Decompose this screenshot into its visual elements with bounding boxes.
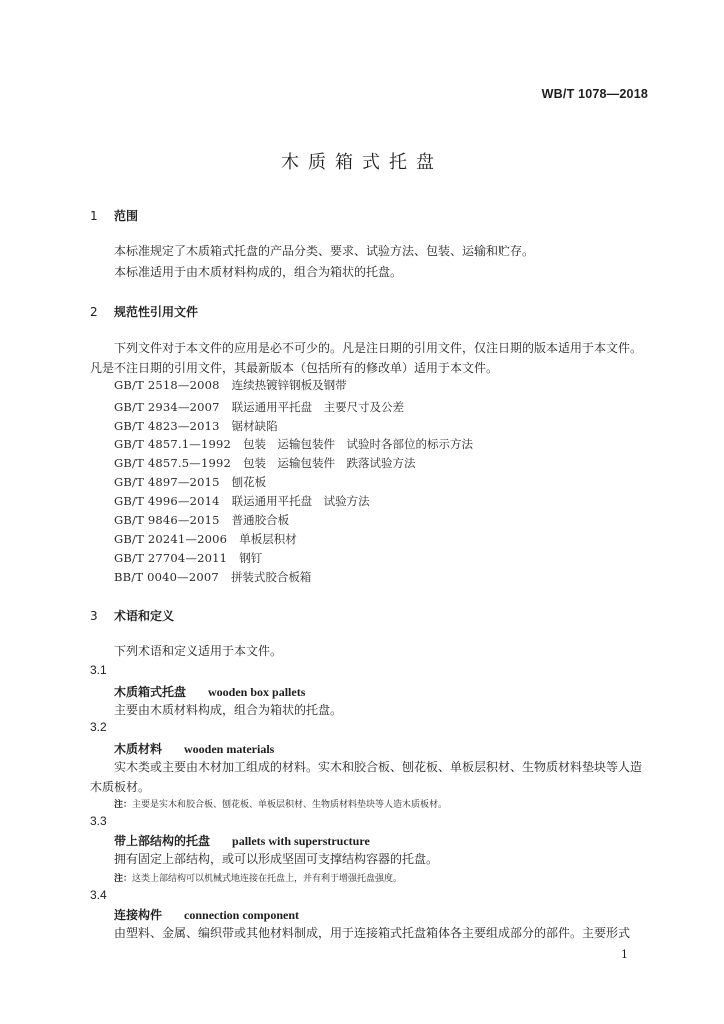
reference-code: GB/T 4823—2013 xyxy=(114,419,220,433)
term-zh: 木质材料 xyxy=(114,742,163,756)
reference-code: GB/T 20241—2006 xyxy=(114,532,228,546)
reference-item xyxy=(114,455,416,471)
section-3-heading xyxy=(90,607,174,624)
term-number: 3.2 xyxy=(90,720,107,734)
reference-item xyxy=(114,512,289,528)
term-note xyxy=(114,871,402,884)
term-number: 3.4 xyxy=(90,888,107,902)
reference-code: GB/T 9846—2015 xyxy=(114,513,220,527)
standard-code: WB/T 1078—2018 xyxy=(541,87,648,101)
section-title: 范围 xyxy=(114,209,139,223)
section-2-heading xyxy=(90,303,198,320)
section-title: 规范性引用文件 xyxy=(114,305,199,319)
term-number: 3.3 xyxy=(90,814,107,828)
reference-code: BB/T 0040—2007 xyxy=(114,570,219,584)
term-en: connection component xyxy=(184,908,300,922)
term-zh: 连接构件 xyxy=(114,908,163,922)
term-en: wooden materials xyxy=(184,742,275,756)
reference-title: 包装 运输包装件 跌落试验方法 xyxy=(243,456,416,470)
reference-code: GB/T 27704—2011 xyxy=(114,551,228,565)
section-number: 3 xyxy=(90,609,98,623)
reference-code: GB/T 4996—2014 xyxy=(114,494,220,508)
note-label: 注： xyxy=(114,874,133,884)
note-text: 主要是实木和胶合板、刨花板、单板层积材、生物质材料垫块等人造木质板材。 xyxy=(132,800,448,810)
reference-title: 锯材缺陷 xyxy=(231,419,278,433)
reference-title: 钢钉 xyxy=(239,551,263,565)
paragraph: 本标准规定了木质箱式托盘的产品分类、要求、试验方法、包装、运输和贮存。 xyxy=(114,244,535,258)
paragraph: 本标准适用于由木质材料构成的，组合为箱状的托盘。 xyxy=(114,265,403,279)
reference-title: 刨花板 xyxy=(231,475,267,489)
reference-item xyxy=(114,436,473,452)
reference-title: 单板层积材 xyxy=(239,532,297,546)
reference-code: GB/T 4857.5—1992 xyxy=(114,456,232,470)
term-en: wooden box pallets xyxy=(208,685,306,699)
section-1-heading xyxy=(90,207,138,224)
reference-title: 包装 运输包装件 试验时各部位的标示方法 xyxy=(243,437,474,451)
section-number: 2 xyxy=(90,305,98,319)
reference-title: 拼装式胶合板箱 xyxy=(230,570,312,584)
reference-item xyxy=(114,474,266,490)
reference-item xyxy=(114,550,262,566)
reference-code: GB/T 2934—2007 xyxy=(114,400,220,414)
term-heading xyxy=(114,832,370,849)
section-title: 术语和定义 xyxy=(114,609,175,623)
reference-item xyxy=(114,493,370,509)
reference-title: 联运通用平托盘 主要尺寸及公差 xyxy=(231,400,405,414)
term-en: pallets with superstructure xyxy=(232,834,370,848)
reference-title: 普通胶合板 xyxy=(231,513,290,527)
term-definition: 主要由木质材料构成，组合为箱状的托盘。 xyxy=(114,703,343,717)
term-zh: 带上部结构的托盘 xyxy=(114,834,211,848)
reference-item xyxy=(114,399,404,415)
note-text: 这类上部结构可以机械式地连接在托盘上，并有利于增强托盘强度。 xyxy=(132,874,403,884)
paragraph: 下列术语和定义适用于本文件。 xyxy=(114,644,283,658)
term-definition: 实木类或主要由木材加工组成的材料。实木和胶合板、刨花板、单板层积材、生物质材料垫块等人造木质板材。 xyxy=(90,760,643,794)
term-heading xyxy=(114,906,299,923)
term-note xyxy=(114,797,447,810)
reference-item xyxy=(114,569,311,585)
reference-item xyxy=(114,531,297,547)
term-heading xyxy=(114,683,305,700)
term-zh: 木质箱式托盘 xyxy=(114,685,187,699)
page-number: 1 xyxy=(621,948,628,961)
term-definition: 由塑料、金属、编织带或其他材料制成，用于连接箱式托盘箱体各主要组成部分的部件。主要形式 xyxy=(114,926,631,940)
reference-item xyxy=(114,418,278,434)
document-title: 木质箱式托盘 xyxy=(281,152,443,173)
paragraph: 下列文件对于本文件的应用是必不可少的。凡是注日期的引用文件，仅注日期的版本适用于本文件。凡是不注日期的引用文件，其最新版本（包括所有的修改单）适用于本文件。 xyxy=(90,341,643,375)
reference-code: GB/T 2518—2008 xyxy=(114,378,220,392)
reference-title: 联运通用平托盘 试验方法 xyxy=(231,494,370,508)
term-number: 3.1 xyxy=(90,663,107,677)
reference-code: GB/T 4857.1—1992 xyxy=(114,437,232,451)
reference-item xyxy=(114,377,347,393)
term-heading xyxy=(114,740,274,757)
term-definition: 拥有固定上部结构，或可以形成坚固可支撑结构容器的托盘。 xyxy=(114,852,439,866)
section-number: 1 xyxy=(90,209,98,223)
reference-code: GB/T 4897—2015 xyxy=(114,475,220,489)
reference-title: 连续热镀锌钢板及钢带 xyxy=(231,378,347,392)
note-label: 注： xyxy=(114,800,133,810)
